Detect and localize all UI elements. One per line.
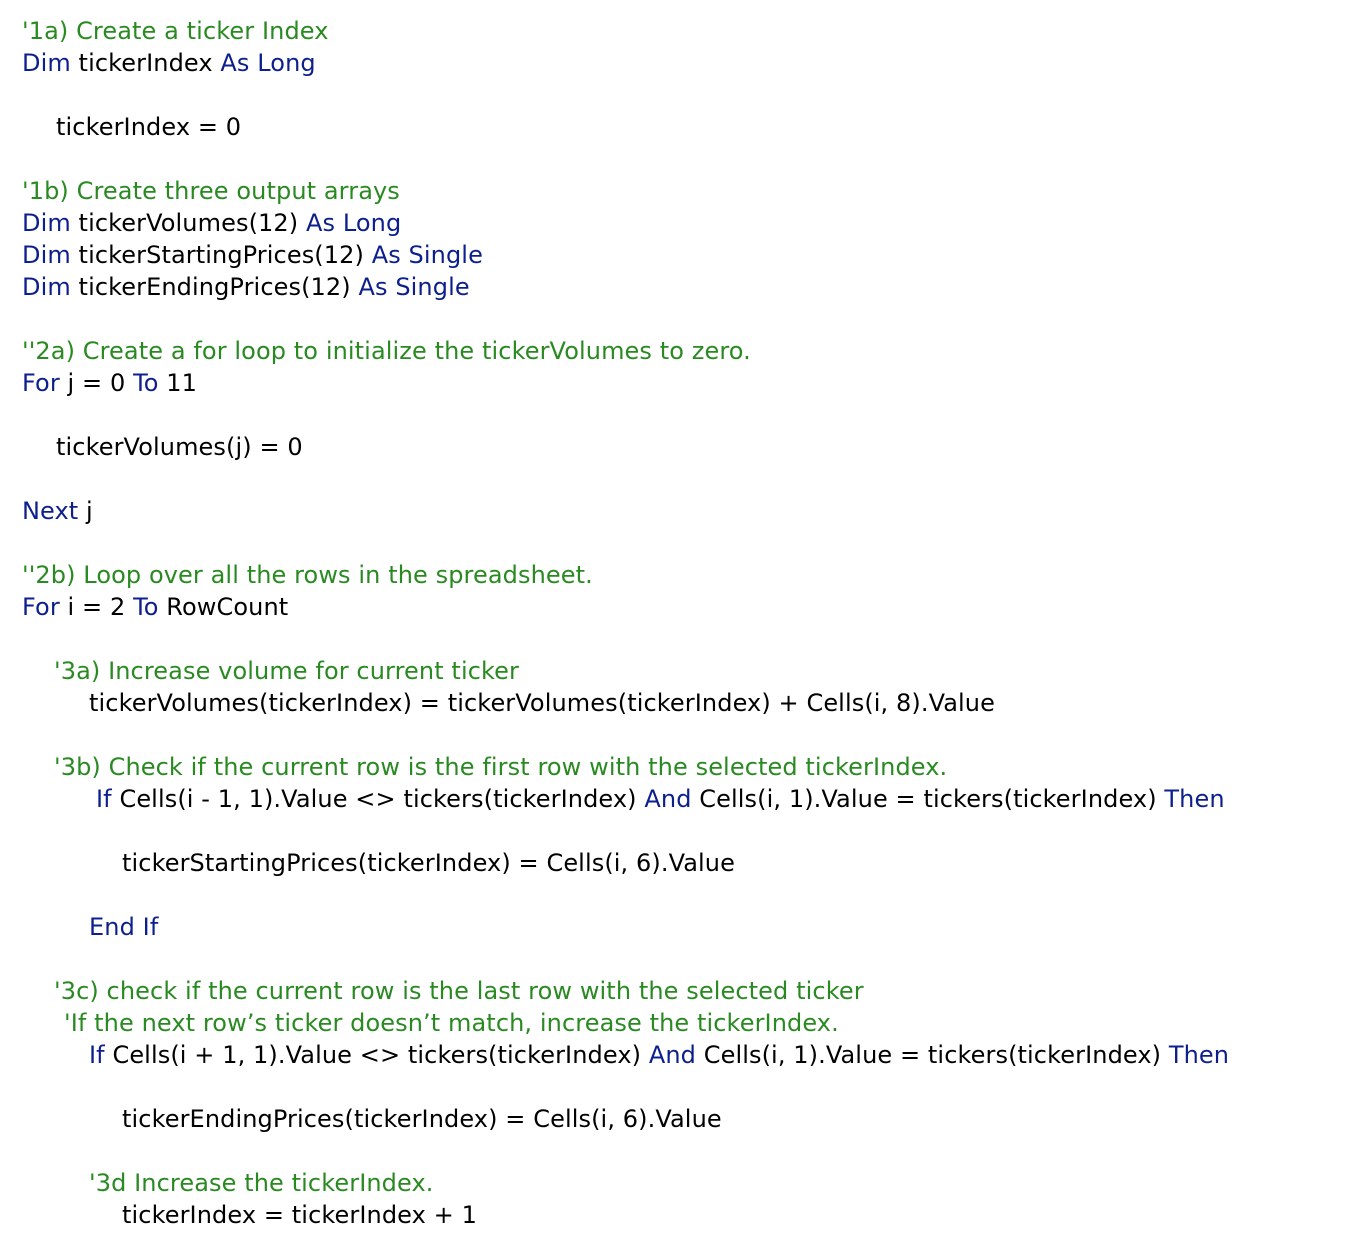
code-line xyxy=(22,367,197,399)
code-line xyxy=(64,1007,839,1039)
code-keyword: As Single xyxy=(358,273,470,301)
code-keyword: If xyxy=(96,785,112,813)
code-text: tickerEndingPrices(tickerIndex) = Cells(i, 6).Value xyxy=(122,1105,722,1133)
code-line xyxy=(22,207,401,239)
code-text: j xyxy=(78,497,93,525)
code-comment: '1a) Create a ticker Index xyxy=(22,17,329,45)
code-line xyxy=(54,751,947,783)
code-keyword: Next xyxy=(22,497,79,525)
code-keyword: Then xyxy=(1168,1041,1230,1069)
code-line xyxy=(56,431,303,463)
code-line xyxy=(22,495,93,527)
code-line xyxy=(54,655,519,687)
code-line xyxy=(22,47,316,79)
code-line xyxy=(22,271,470,303)
code-text: tickerEndingPrices(12) xyxy=(70,273,359,301)
code-comment: '3d Increase the tickerIndex. xyxy=(89,1169,434,1197)
code-line xyxy=(22,335,751,367)
code-line xyxy=(89,911,158,943)
code-comment: ''2b) Loop over all the rows in the spreadsheet. xyxy=(22,561,593,589)
code-comment: '3b) Check if the current row is the first row with the selected tickerIndex. xyxy=(54,753,948,781)
code-keyword: As Long xyxy=(305,209,402,237)
code-text: tickerIndex xyxy=(70,49,221,77)
code-line xyxy=(22,559,593,591)
code-line xyxy=(89,1167,434,1199)
code-text: Cells(i, 1).Value = tickers(tickerIndex) xyxy=(696,1041,1169,1069)
code-keyword: And xyxy=(644,785,692,813)
code-line xyxy=(96,783,1225,815)
code-text: RowCount xyxy=(158,593,289,621)
code-keyword: For xyxy=(22,369,60,397)
code-text: 11 xyxy=(158,369,198,397)
code-text: tickerVolumes(12) xyxy=(70,209,306,237)
code-text: Cells(i + 1, 1).Value <> tickers(tickerIndex) xyxy=(104,1041,649,1069)
code-line xyxy=(122,1199,477,1231)
code-line xyxy=(56,111,241,143)
code-text: tickerIndex = 0 xyxy=(56,113,242,141)
code-line xyxy=(89,1039,1229,1071)
code-keyword: Dim xyxy=(22,241,71,269)
code-keyword: And xyxy=(648,1041,696,1069)
code-keyword: For xyxy=(22,593,60,621)
code-keyword: As Single xyxy=(371,241,483,269)
code-line xyxy=(22,591,288,623)
code-comment: '3a) Increase volume for current ticker xyxy=(54,657,519,685)
code-text: j = 0 xyxy=(59,369,134,397)
code-keyword: End If xyxy=(89,913,159,941)
code-comment: 'If the next row’s ticker doesn’t match, increase the tickerIndex. xyxy=(64,1009,839,1037)
code-comment: '1b) Create three output arrays xyxy=(22,177,400,205)
code-line xyxy=(122,847,735,879)
code-text: tickerVolumes(j) = 0 xyxy=(56,433,303,461)
code-line xyxy=(122,1103,722,1135)
code-keyword: To xyxy=(133,369,159,397)
code-text: tickerStartingPrices(tickerIndex) = Cells(i, 6).Value xyxy=(122,849,735,877)
code-text: i = 2 xyxy=(59,593,134,621)
code-text: tickerVolumes(tickerIndex) = tickerVolumes(tickerIndex) + Cells(i, 8).Value xyxy=(89,689,995,717)
code-keyword: Dim xyxy=(22,209,71,237)
code-keyword: Then xyxy=(1164,785,1225,813)
code-keyword: Dim xyxy=(22,49,71,77)
code-keyword: As Long xyxy=(220,49,316,77)
code-line xyxy=(22,175,400,207)
code-text: tickerIndex = tickerIndex + 1 xyxy=(122,1201,477,1229)
code-comment: '3c) check if the current row is the last row with the selected ticker xyxy=(54,977,864,1005)
code-keyword: To xyxy=(133,593,159,621)
code-text: Cells(i, 1).Value = tickers(tickerIndex) xyxy=(691,785,1165,813)
code-line xyxy=(54,975,864,1007)
code-comment: ''2a) Create a for loop to initialize the tickerVolumes to zero. xyxy=(22,337,751,365)
code-keyword: Dim xyxy=(22,273,71,301)
code-text: Cells(i - 1, 1).Value <> tickers(tickerIndex) xyxy=(111,785,645,813)
code-line xyxy=(22,15,329,47)
code-line xyxy=(22,239,483,271)
code-keyword: If xyxy=(89,1041,105,1069)
code-line xyxy=(89,687,995,719)
code-text: tickerStartingPrices(12) xyxy=(70,241,372,269)
